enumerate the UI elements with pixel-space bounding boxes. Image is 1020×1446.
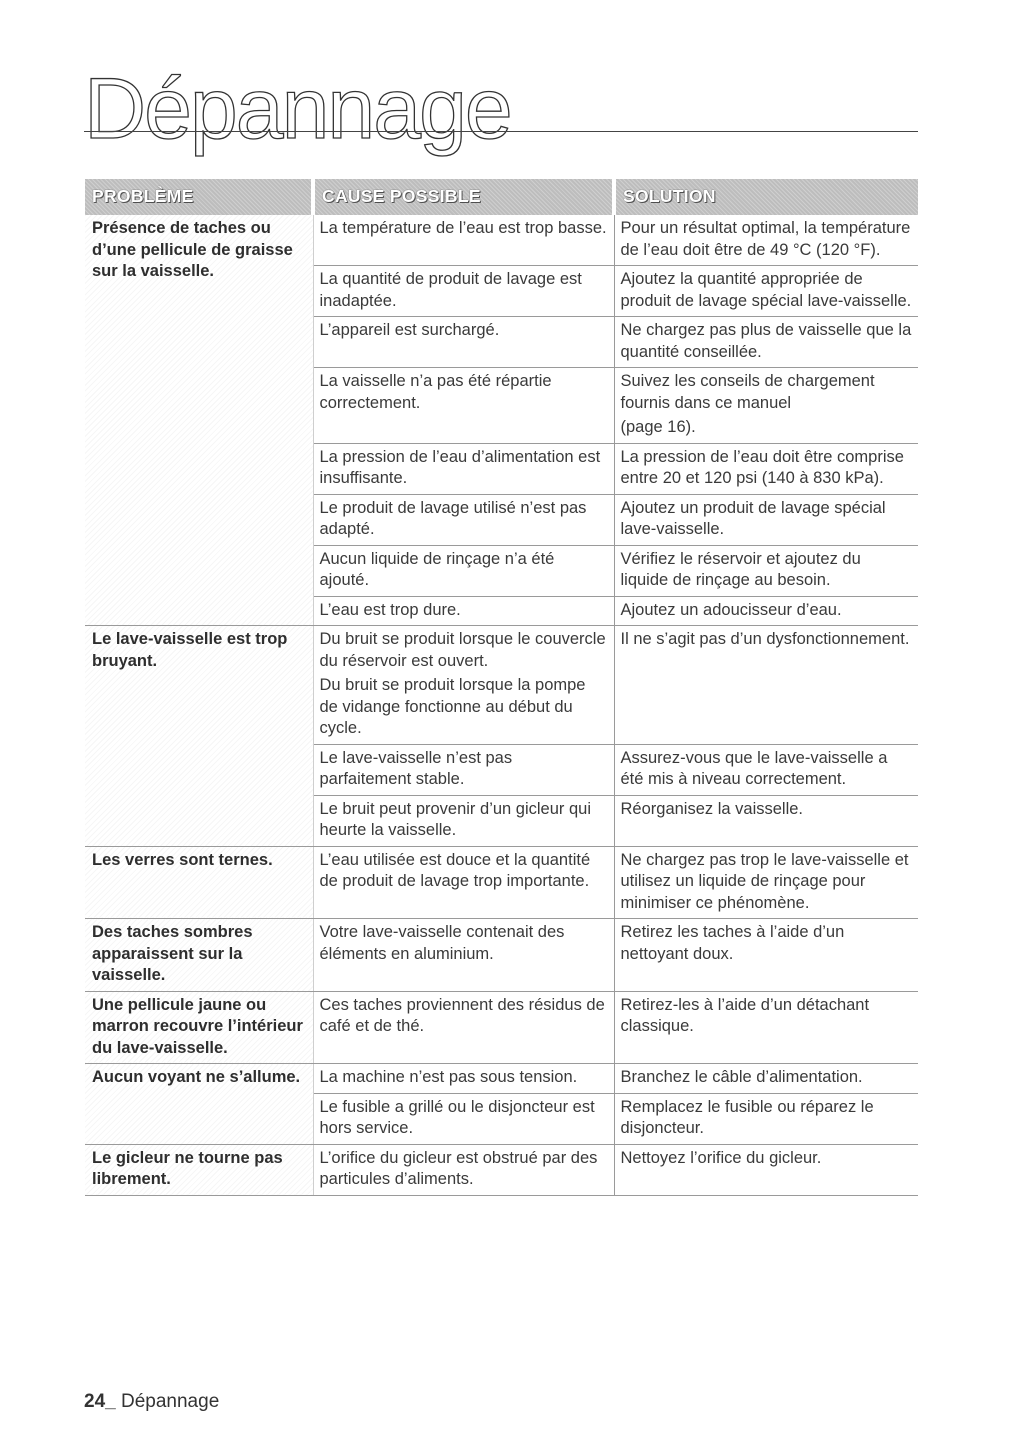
solution-cell: [614, 215, 918, 266]
solution-cell: [614, 846, 918, 919]
solution-cell: [614, 626, 918, 745]
cause-cell: [313, 919, 614, 992]
problem-cell: Des taches sombres apparaissent sur la vaisselle.: [85, 919, 313, 992]
solution-cell: [614, 266, 918, 317]
cause-text: Le fusible a grillé ou le disjoncteur est hors service.: [319, 1097, 595, 1137]
cause-cell: [313, 795, 614, 846]
table-row: [85, 1064, 918, 1094]
cause-cell: [313, 626, 614, 745]
solution-text: Il ne s’agit pas d’un dysfonctionnement.: [620, 630, 910, 648]
cause-text: La quantité de produit de lavage est inadaptée.: [319, 270, 582, 310]
solution-cell: [614, 1144, 918, 1195]
solution-text: Branchez le câble d’alimentation.: [620, 1068, 863, 1086]
solution-cell: [614, 368, 918, 444]
table-row: [85, 991, 918, 1064]
cause-text: La pression de l’eau d’alimentation est insuffisante.: [319, 447, 601, 487]
solution-text: (page 16).: [620, 418, 696, 436]
solution-cell: [614, 494, 918, 545]
title-rule: [84, 131, 918, 132]
solution-text: Vérifiez le réservoir et ajoutez du liquide de rinçage au besoin.: [620, 549, 861, 589]
cause-text: L’appareil est surchargé.: [319, 321, 500, 339]
problem-cell: Présence de taches ou d’une pellicule de graisse sur la vaisselle.: [85, 215, 313, 626]
cause-text: L’eau est trop dure.: [319, 600, 461, 619]
cause-cell: [313, 317, 614, 368]
solution-text: Retirez les taches à l’aide d’un nettoyant doux.: [620, 923, 845, 963]
cause-cell: [313, 266, 614, 317]
solution-text: Ajoutez la quantité appropriée de produit de lavage spécial lave-vaisselle.: [620, 270, 912, 310]
cause-text: Ces taches proviennent des résidus de café et de thé.: [319, 995, 605, 1035]
header-problem: PROBLÈME: [85, 179, 313, 215]
problem-cell: Une pellicule jaune ou marron recouvre l’intérieur du lave-vaisselle.: [85, 991, 313, 1064]
cause-cell: [313, 1093, 614, 1144]
table-row: [85, 1144, 918, 1195]
solution-text: Remplacez le fusible ou réparez le disjoncteur.: [620, 1097, 874, 1137]
table-header-row: [85, 179, 918, 215]
solution-text: Ne chargez pas plus de vaisselle que la quantité conseillée.: [620, 321, 912, 361]
solution-text: Ajoutez un produit de lavage spécial lave-vaisselle.: [620, 498, 886, 538]
solution-cell: [614, 443, 918, 494]
cause-cell: [313, 368, 614, 444]
problem-cell: Les verres sont ternes.: [85, 846, 313, 919]
cause-text: Le bruit peut provenir d’un gicleur qui heurte la vaisselle.: [319, 799, 592, 839]
solution-text: Réorganisez la vaisselle.: [620, 799, 804, 818]
table-row: [85, 215, 918, 266]
cause-cell: [313, 846, 614, 919]
solution-text: Pour un résultat optimal, la température de l’eau doit être de 49 °C (120 °F).: [620, 219, 911, 259]
cause-text: La machine n’est pas sous tension.: [319, 1068, 578, 1086]
cause-cell: [313, 443, 614, 494]
table-row: [85, 919, 918, 992]
problem-cell: Le lave-vaisselle est trop bruyant.: [85, 626, 313, 847]
solution-text: Assurez-vous que le lave-vaisselle a été mis à niveau correctement.: [620, 748, 888, 788]
header-solution: SOLUTION: [614, 179, 918, 215]
cause-text: La température de l’eau est trop basse.: [319, 219, 607, 237]
solution-cell: [614, 317, 918, 368]
page-number: 24: [84, 1391, 106, 1412]
solution-text: La pression de l’eau doit être comprise entre 20 et 120 psi (140 à 830 kPa).: [620, 447, 904, 487]
header-cause: CAUSE POSSIBLE: [313, 179, 614, 215]
solution-text: Retirez-les à l’aide d’un détachant classique.: [620, 995, 870, 1035]
footer-label: Dépannage: [121, 1391, 220, 1412]
cause-text: Le produit de lavage utilisé n’est pas adapté.: [319, 498, 587, 538]
cause-cell: [313, 744, 614, 795]
solution-cell: [614, 991, 918, 1064]
solution-cell: [614, 545, 918, 596]
cause-text: La vaisselle n’a pas été répartie correctement.: [319, 372, 552, 412]
solution-cell: [614, 1093, 918, 1144]
cause-text: Le lave-vaisselle n’est pas parfaitement stable.: [319, 748, 513, 788]
table-body: [85, 215, 918, 1195]
cause-text: Aucun liquide de rinçage n’a été ajouté.: [319, 549, 555, 589]
cause-text: Du bruit se produit lorsque le couvercle du réservoir est ouvert.: [319, 630, 606, 670]
table-row: [85, 846, 918, 919]
solution-cell: [614, 795, 918, 846]
problem-cell: Aucun voyant ne s’allume.: [85, 1064, 313, 1145]
cause-cell: [313, 494, 614, 545]
cause-cell: [313, 545, 614, 596]
solution-text: Suivez les conseils de chargement fournis dans ce manuel: [620, 372, 875, 412]
cause-cell: [313, 596, 614, 626]
cause-cell: [313, 991, 614, 1064]
table-row: [85, 626, 918, 745]
problem-cell: Le gicleur ne tourne pas librement.: [85, 1144, 313, 1195]
solution-cell: [614, 1064, 918, 1094]
troubleshooting-table: [85, 179, 918, 1196]
solution-text: Ajoutez un adoucisseur d’eau.: [620, 600, 842, 619]
cause-cell: [313, 215, 614, 266]
solution-text: Nettoyez l’orifice du gicleur.: [620, 1148, 822, 1167]
solution-cell: [614, 596, 918, 626]
cause-cell: [313, 1064, 614, 1094]
cause-text: L’eau utilisée est douce et la quantité de produit de lavage trop importante.: [319, 850, 591, 890]
solution-text: Ne chargez pas trop le lave-vaisselle et utilisez un liquide de rinçage pour minimiser ce phénomène.: [620, 850, 909, 912]
solution-cell: [614, 919, 918, 992]
cause-text: Votre lave-vaisselle contenait des éléments en aluminium.: [319, 923, 565, 963]
cause-text: L’orifice du gicleur est obstrué par des particules d’aliments.: [319, 1148, 598, 1188]
page-title: Dépannage: [84, 61, 511, 157]
solution-cell: [614, 744, 918, 795]
page-footer: [84, 1391, 219, 1413]
cause-text: Du bruit se produit lorsque la pompe de vidange fonctionne au début du cycle.: [319, 676, 586, 737]
footer-separator: _: [105, 1391, 121, 1412]
cause-cell: [313, 1144, 614, 1195]
